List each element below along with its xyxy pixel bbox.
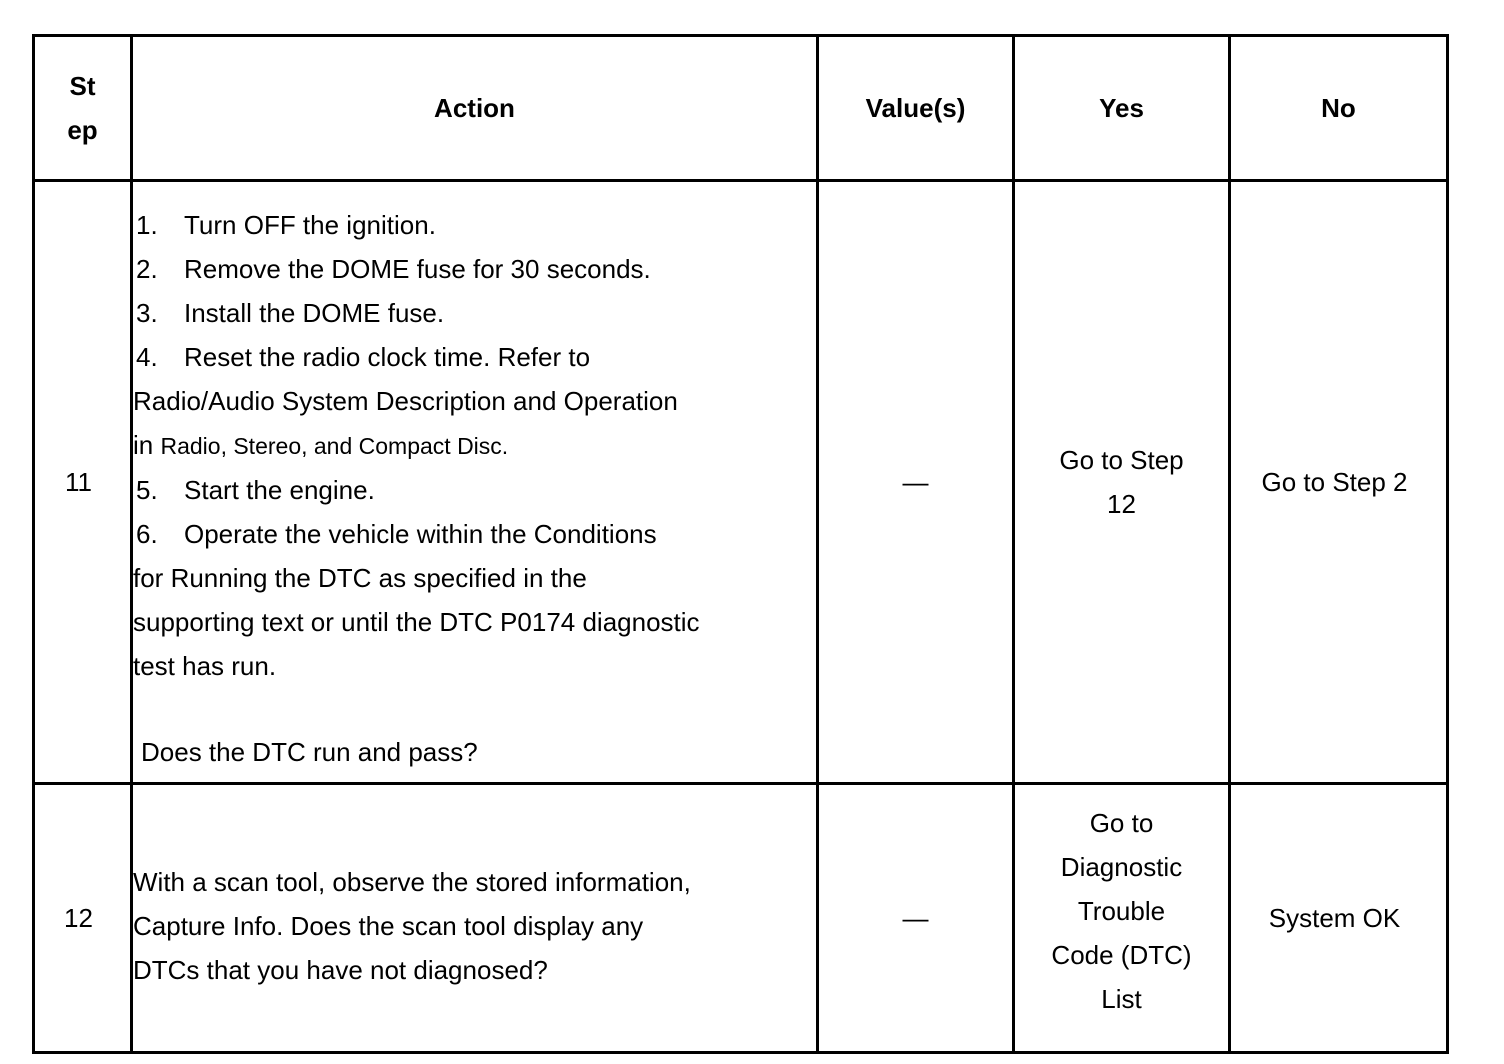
action-item: [133, 203, 816, 247]
action-item: [133, 512, 816, 556]
action-item-number: 1.: [136, 209, 158, 240]
yes-line: Go to Step: [1059, 445, 1184, 475]
yes-line: List: [1101, 984, 1142, 1014]
header-step-line2: ep: [67, 115, 98, 145]
table-row: [34, 181, 1448, 784]
action-item-text: Reset the radio clock time. Refer to: [184, 341, 591, 372]
action-continuation: test has run.: [133, 650, 277, 681]
step-number: 11: [65, 467, 92, 497]
no-text: Go to Step 2: [1261, 467, 1408, 497]
yes-cell: [1014, 181, 1230, 784]
no-text: System OK: [1268, 903, 1401, 933]
step-cell: [34, 784, 132, 1053]
action-item: [133, 335, 816, 379]
manual-reference: Radio, Stereo, and Compact Disc.: [160, 432, 509, 459]
action-item-text: Operate the vehicle within the Conditions: [184, 518, 657, 549]
action-item-text: Install the DOME fuse.: [184, 297, 445, 328]
no-cell: [1230, 181, 1448, 784]
header-no: No: [1230, 36, 1448, 181]
action-question: Does the DTC run and pass?: [141, 736, 478, 767]
header-yes: Yes: [1014, 36, 1230, 181]
action-prefix: in: [133, 429, 161, 460]
action-cell: [132, 181, 818, 784]
header-action: Action: [132, 36, 818, 181]
action-item-number: 3.: [136, 297, 158, 328]
action-item: [133, 247, 816, 291]
step-cell: [34, 181, 132, 784]
no-cell: [1230, 784, 1448, 1053]
value-cell: —: [818, 784, 1014, 1053]
header-step: [34, 36, 132, 181]
action-item-text: Turn OFF the ignition.: [184, 209, 436, 240]
action-line: With a scan tool, observe the stored information,: [133, 867, 691, 897]
action-continuation: [133, 423, 816, 468]
action-continuation: Radio/Audio System Description and Operation: [133, 385, 678, 416]
action-item-text: Remove the DOME fuse for 30 seconds.: [184, 253, 651, 284]
value-cell: —: [818, 181, 1014, 784]
action-continuation: for Running the DTC as specified in the: [133, 562, 587, 593]
action-continuation: supporting text or until the DTC P0174 diagnostic: [133, 606, 700, 637]
yes-line: 12: [1107, 489, 1136, 519]
action-cell: [132, 784, 818, 1053]
diagnostic-table: [32, 34, 1449, 1054]
step-number: 12: [64, 903, 93, 933]
action-item-number: 4.: [136, 341, 158, 372]
action-line: Capture Info. Does the scan tool display any: [133, 911, 644, 941]
yes-cell: [1014, 784, 1230, 1053]
action-item-number: 2.: [136, 253, 158, 284]
action-item-text: Start the engine.: [184, 474, 375, 505]
action-item: [133, 468, 816, 512]
header-row: [34, 36, 1448, 181]
yes-line: Diagnostic: [1060, 852, 1183, 882]
header-step-line1: St: [69, 71, 96, 101]
table-row: [34, 784, 1448, 1053]
yes-line: Code (DTC): [1051, 940, 1192, 970]
yes-line: Go to: [1089, 808, 1154, 838]
action-item: [133, 291, 816, 335]
header-values: Value(s): [818, 36, 1014, 181]
action-item-number: 5.: [136, 474, 158, 505]
yes-line: Trouble: [1077, 896, 1166, 926]
action-item-number: 6.: [136, 518, 158, 549]
action-line: DTCs that you have not diagnosed?: [133, 955, 548, 985]
